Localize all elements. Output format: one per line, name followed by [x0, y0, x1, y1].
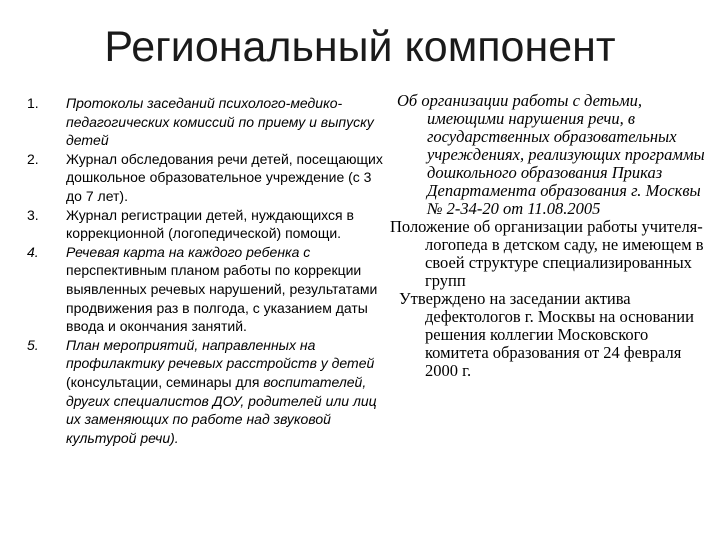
- department-order-text: Об организации работы с детьми, имеющими нарушения речи, в государственных образовательных учреждениях, реализующих программы дошкольного образования Приказ Департамента образования г. Москвы № 2-34-20 от 11.08.2005: [397, 91, 705, 218]
- list-item-text: Журнал обследования речи детей, посещающих дошкольное образовательное учреждение (с 3 до 7 лет).: [66, 150, 383, 204]
- list-item-text: Протоколы заседаний психолого-медико-педагогических комиссий по приему и выпуску детей: [66, 95, 374, 149]
- list-item-number: 4.: [27, 243, 39, 260]
- list-item-number: 2.: [27, 150, 39, 167]
- regulation-title: Положение об организации работы учителя-логопеда в детском саду, не имеющем в своей структуре специализированных групп: [390, 217, 704, 290]
- list-item-text: Журнал регистрации детей, нуждающихся в коррекционной (логопедической) помощи.: [66, 206, 354, 242]
- approval-note: Утверждено на заседании актива дефектологов г. Москвы на основании решения коллегии Московского комитета образования от 24 февраля 2000 г.: [399, 289, 694, 380]
- list-item: [0, 336, 390, 448]
- list-item: [0, 206, 390, 243]
- list-item-text-italic: воспитателей, других специалистов ДОУ, родителей или лиц их заменяющих по работе над звуковой культурой речи).: [66, 373, 377, 446]
- list-item-number: 1.: [27, 95, 39, 111]
- list-item: [0, 150, 390, 206]
- document-list: [0, 94, 390, 447]
- list-item-number: 5.: [27, 336, 39, 353]
- list-item: [0, 243, 390, 336]
- list-item-text: (консультации, семинары для: [66, 373, 260, 390]
- slide-title: Региональный компонент: [104, 23, 616, 71]
- regulations-column: [390, 92, 708, 380]
- list-item-text-italic: Речевая карта на каждого ребенка с: [66, 243, 311, 260]
- list-item-number: 3.: [27, 206, 39, 223]
- list-item-text-italic: План мероприятий, направленных на профилактику речевых расстройств у детей: [66, 336, 375, 372]
- list-item-text: перспективным планом работы по коррекции выявленных речевых нарушений, результатами продвижения раз в полгода, с указанием даты ввода и окончания занятий.: [66, 262, 378, 335]
- list-item: [0, 94, 390, 150]
